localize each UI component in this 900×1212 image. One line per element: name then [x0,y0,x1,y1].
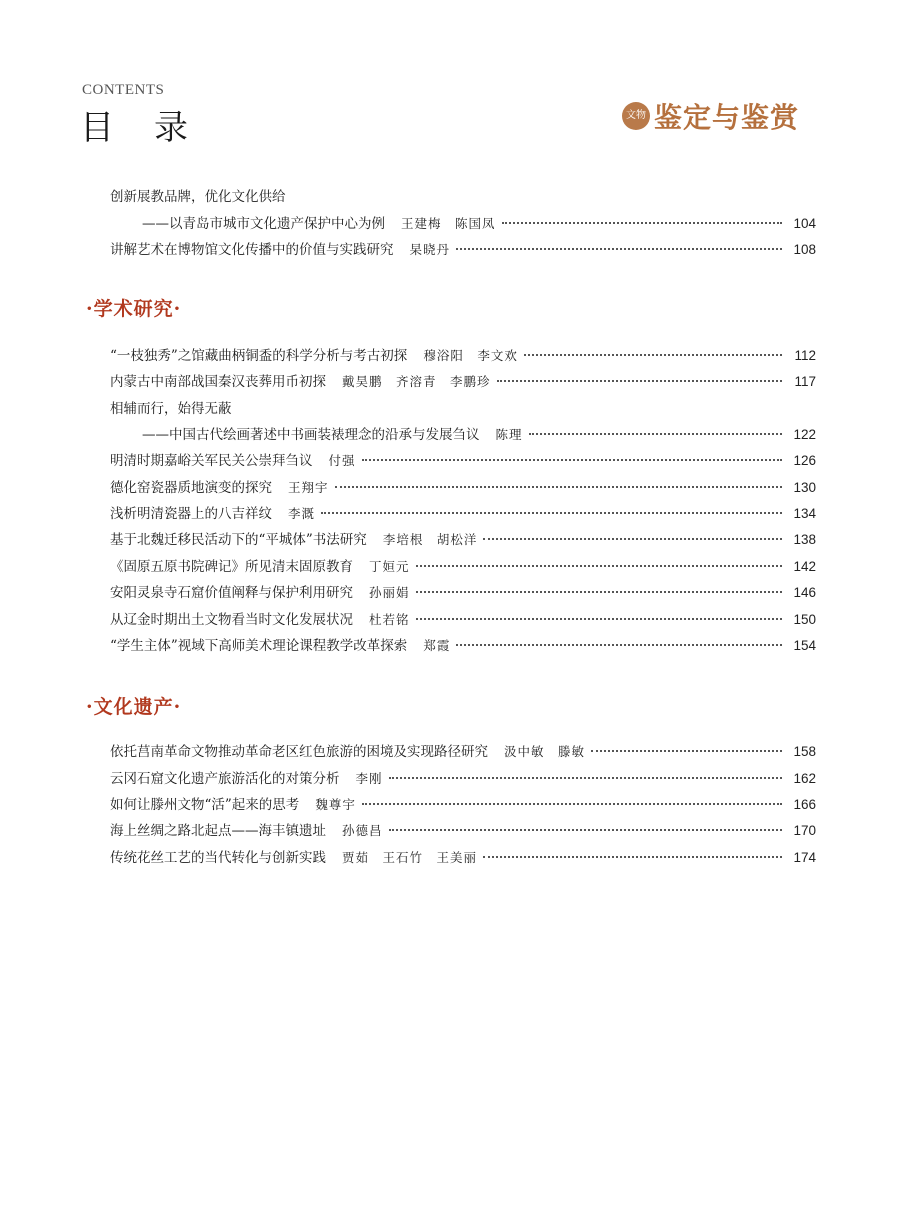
toc-entry[interactable] [110,636,816,656]
toc-entry-title: ——以青岛市城市文化遗产保护中心为例 [142,216,385,232]
toc-entry-authors: 杲晓丹 [409,242,451,257]
toc-entry-title: 基于北魏迁移民活动下的“平城体”书法研究 [110,532,367,548]
toc-entry-authors: 付强 [328,453,356,468]
toc-entry[interactable] [110,557,816,577]
toc-entry-authors: 贾茹 王石竹 王美丽 [342,850,478,865]
toc-entry[interactable] [110,821,816,841]
toc-entry[interactable] [110,504,816,524]
toc-entry-authors: 穆浴阳 李文欢 [423,348,518,363]
toc-entry-page: 142 [793,559,816,574]
toc-entry-page: 146 [793,585,816,600]
toc-entry[interactable] [110,583,816,603]
dot-leader [335,485,782,488]
toc-entry[interactable] [142,425,816,445]
logo-seal-icon: 文物 [622,102,650,130]
toc-entry-title: 《固原五原书院碑记》所见清末固原教育 [110,559,353,575]
toc-entry[interactable] [110,848,816,868]
toc-entry-page: 170 [793,823,816,838]
toc-entry-authors: 陈理 [495,427,523,442]
toc-entry-title-only[interactable]: 相辅而行，始得无蔽 [110,401,232,417]
toc-entry-title: “一枝独秀”之馆藏曲柄铜盉的科学分析与考古初探 [110,348,408,364]
toc-entry-authors: 魏尊宇 [315,797,356,812]
journal-logo [622,96,818,136]
dot-leader [497,379,782,382]
section-title-heritage: ·文化遗产· [86,696,182,718]
toc-entry-title: 传统花丝工艺的当代转化与创新实践 [110,850,326,866]
dot-leader [483,537,782,540]
toc-entry-title: 安阳灵泉寺石窟价值阐释与保护利用研究 [110,585,353,601]
dot-leader [416,564,782,567]
toc-entry-page: 158 [793,744,816,759]
toc-entry-page: 134 [793,506,816,521]
dot-leader [389,776,782,779]
toc-entry-page: 138 [793,532,816,547]
toc-entry-title: 德化窑瓷器质地演变的探究 [110,480,272,496]
toc-entry-authors: 戴昊鹏 齐溶青 李鹏珍 [342,374,491,389]
toc-entry-authors: 王建梅 陈国凤 [401,216,496,231]
toc-entry-title: 讲解艺术在博物馆文化传播中的价值与实践研究 [110,242,394,258]
dot-leader [456,247,782,250]
toc-entry-authors: 丁姮元 [369,559,410,574]
toc-entry[interactable] [110,478,816,498]
toc-entry-title: 依托莒南革命文物推动革命老区红色旅游的困境及实现路径研究 [110,744,488,760]
toc-entry-title: 内蒙古中南部战国秦汉丧葬用币初探 [110,374,326,390]
toc-entry[interactable] [110,451,816,471]
toc-entry[interactable] [110,372,816,392]
toc-entry-title: 明清时期嘉峪关军民关公崇拜刍议 [110,453,313,469]
toc-entry-title: 云冈石窟文化遗产旅游活化的对策分析 [110,771,340,787]
toc-entry-title: “学生主体”视域下高师美术理论课程教学改革探索 [110,638,408,654]
toc-entry-authors: 李刚 [355,771,383,786]
toc-entry-page: 130 [793,480,816,495]
dot-leader [591,749,782,752]
toc-entry[interactable] [110,795,816,815]
page-title: 目录 [80,108,228,148]
toc-entry-page: 150 [793,612,816,627]
toc-entry[interactable] [110,769,816,789]
dot-leader [524,353,782,356]
logo-text: 鉴定与鉴赏 [654,101,800,134]
section-title-academic: ·学术研究· [86,298,182,320]
toc-entry-page: 108 [793,242,816,257]
dot-leader [529,432,782,435]
toc-entry-authors: 杜若铭 [369,612,410,627]
toc-entry-page: 166 [793,797,816,812]
dot-leader [416,590,782,593]
toc-entry-page: 126 [793,453,816,468]
toc-entry-page: 104 [793,216,816,231]
toc-entry-authors: 孙丽娟 [369,585,410,600]
toc-entry-authors: 李溉 [288,506,316,521]
toc-entry[interactable] [110,240,816,260]
dot-leader [389,828,782,831]
toc-entry-page: 174 [793,850,816,865]
dot-leader [321,511,782,514]
toc-entry[interactable] [110,742,816,762]
toc-entry-title: ——中国古代绘画著述中书画装裱理念的沿承与发展刍议 [142,427,480,443]
toc-entry[interactable] [142,214,816,234]
dot-leader [362,458,782,461]
dot-leader [362,802,782,805]
toc-entry-title-only[interactable]: 创新展教品牌，优化文化供给 [110,189,286,205]
toc-entry-authors: 孙德昌 [342,823,383,838]
toc-entry-authors: 汲中敏 滕敏 [504,744,586,759]
toc-entry[interactable] [110,530,816,550]
dot-leader [483,855,782,858]
toc-entry[interactable] [110,610,816,630]
dot-leader [456,643,782,646]
contents-label: CONTENTS [82,82,165,98]
dot-leader [502,221,782,224]
toc-entry-title: 海上丝绸之路北起点——海丰镇遗址 [110,823,326,839]
toc-entry-page: 122 [793,427,816,442]
toc-entry-title: 从辽金时期出土文物看当时文化发展状况 [110,612,353,628]
toc-entry-page: 162 [793,771,816,786]
toc-entry[interactable] [110,346,816,366]
toc-entry-authors: 李培根 胡松洋 [382,532,478,547]
toc-entry-page: 112 [794,348,816,363]
dot-leader [416,617,782,620]
toc-entry-title: 浅析明清瓷器上的八吉祥纹 [110,506,272,522]
toc-entry-authors: 郑霞 [423,638,451,653]
toc-entry-title: 如何让滕州文物“活”起来的思考 [110,797,300,813]
toc-entry-page: 154 [793,638,816,653]
toc-entry-authors: 王翔宇 [288,480,329,495]
toc-entry-page: 117 [794,374,816,389]
